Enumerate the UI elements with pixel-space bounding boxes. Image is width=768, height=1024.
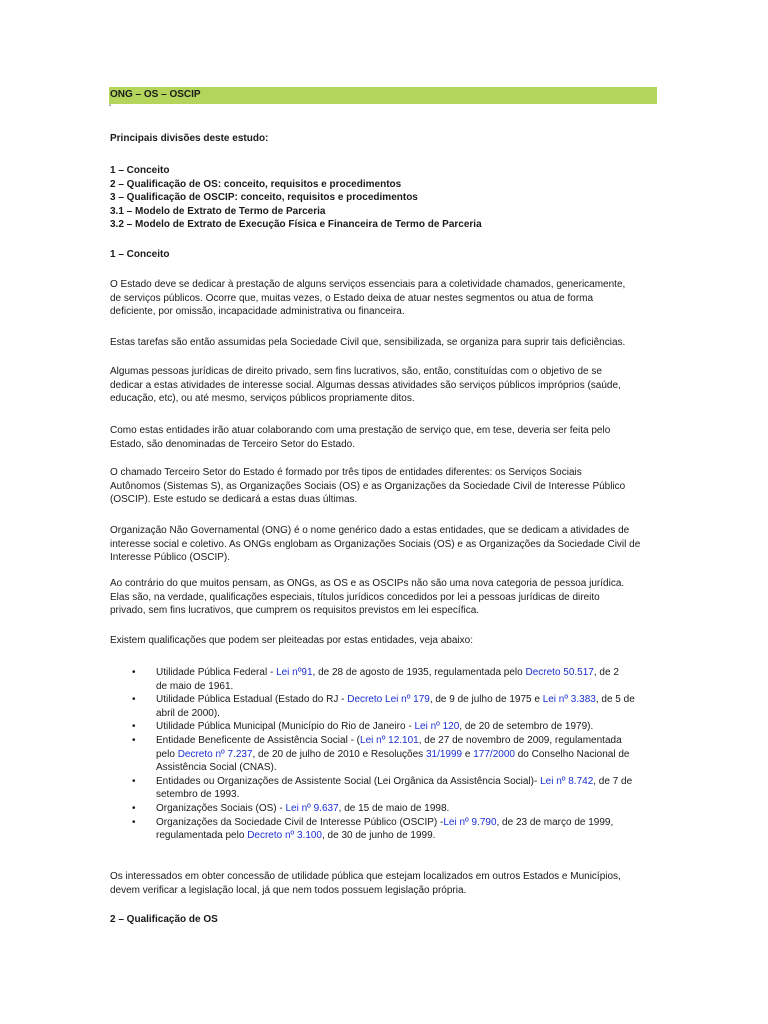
- qualification-item: [110, 666, 662, 693]
- paragraph-line: Autônomos (Sistemas S), as Organizações Sociais (OS) e as Organizações da Sociedade Civil de Interesse Público: [110, 480, 626, 492]
- qualification-text: e: [462, 748, 474, 760]
- bullet-icon: •: [132, 667, 136, 678]
- qualification-line: [156, 788, 662, 802]
- qualification-text: do Conselho Nacional de: [514, 748, 630, 760]
- qualification-line: [156, 802, 662, 816]
- paragraph-line: (OSCIP). Este estudo se dedicará a estas duas últimas.: [110, 494, 358, 506]
- toc-item: 2 – Qualificação de OS: conceito, requisitos e procedimentos: [110, 178, 402, 190]
- paragraph-line: Estado, são denominadas de Terceiro Setor do Estado.: [110, 438, 355, 450]
- qualification-line: [156, 829, 662, 843]
- qualification-line: [156, 720, 662, 734]
- qualification-line: [156, 680, 662, 694]
- paragraph-line: privado, sem fins lucrativos, que cumprem os requisitos previstos em lei específica.: [110, 605, 480, 617]
- law-link[interactable]: Lei nº91: [276, 667, 313, 678]
- paragraph: [110, 577, 662, 618]
- paragraph-line: Estas tarefas são então assumidas pela Sociedade Civil que, sensibilizada, se organiza para suprir tais deficiências.: [110, 337, 626, 348]
- qualification-text: , de 2: [593, 667, 619, 678]
- divisions-heading: Principais divisões deste estudo:: [110, 133, 269, 144]
- bullet-icon: •: [132, 802, 136, 814]
- qualification-item: [110, 775, 662, 802]
- toc-item: 1 – Conceito: [110, 165, 170, 176]
- bullet-icon: •: [132, 694, 136, 706]
- qualification-item: [110, 720, 662, 734]
- qualification-text: Entidades ou Organizações de Assistente Social (Lei Orgânica da Assistência Social)-: [156, 775, 541, 787]
- qualification-item: [110, 734, 662, 775]
- qualification-item: [110, 802, 662, 816]
- law-link[interactable]: Decreto nº 3.100: [247, 830, 322, 842]
- small-mark: ": [109, 105, 112, 111]
- paragraph-line: educação, etc), ou até mesmo, serviços públicos propriamente ditos.: [110, 393, 415, 405]
- paragraph-line: dedicar a estas atividades de interesse social. Algumas dessas atividades são serviços públicos impróprios (saúde,: [110, 379, 621, 391]
- law-link[interactable]: Lei nº 12.101: [360, 734, 419, 746]
- paragraph-line: O Estado deve se dedicar à prestação de alguns serviços essenciais para a coletividade chamados, genericamente,: [110, 279, 626, 290]
- qualification-text: Utilidade Pública Estadual (Estado do RJ -: [156, 694, 348, 706]
- qualification-text: , de 20 de setembro de 1979).: [459, 721, 594, 733]
- paragraph-line: Elas são, na verdade, qualificações especiais, títulos jurídicos concedidos por lei a pessoas jurídicas de direito: [110, 591, 600, 603]
- section-heading-conceito: 1 – Conceito: [110, 249, 170, 260]
- paragraph-line: Algumas pessoas jurídicas de direito privado, sem fins lucrativos, são, então, constituídas com o objetivo de se: [110, 366, 602, 377]
- qualification-text: Organizações Sociais (OS) -: [156, 802, 286, 814]
- bullet-icon: •: [132, 734, 136, 746]
- qualification-item: [110, 816, 662, 843]
- paragraph-line: Existem qualificações que podem ser pleiteadas por estas entidades, veja abaixo:: [110, 635, 473, 646]
- table-of-contents: [110, 164, 662, 232]
- qualification-text: Utilidade Pública Municipal (Município do Rio de Janeiro -: [156, 721, 415, 733]
- paragraph: [110, 278, 662, 319]
- law-link[interactable]: Decreto 50.517: [525, 667, 594, 678]
- qualification-text: Utilidade Pública Federal -: [156, 667, 277, 678]
- qualification-text: setembro de 1993.: [156, 789, 240, 801]
- qualification-text: de maio de 1961.: [156, 680, 234, 692]
- paragraph-line: interesse social e coletivo. As ONGs englobam as Organizações Sociais (OS) e as Organizações da Sociedade Civil de: [110, 538, 641, 550]
- paragraph: [110, 870, 662, 897]
- law-link[interactable]: Decreto nº 7.237: [177, 748, 253, 760]
- paragraph: [110, 466, 662, 507]
- bullet-icon: •: [132, 721, 136, 733]
- qualification-text: , de 15 de maio de 1998.: [338, 802, 450, 814]
- paragraph-line: Ao contrário do que muitos pensam, as ONGs, as OS e as OSCIPs não são uma nova categoria de pessoa jurídica.: [110, 578, 625, 589]
- paragraph: [110, 524, 662, 565]
- qualification-text: , de 9 de julho de 1975 e: [429, 694, 543, 706]
- toc-item: 3.1 – Modelo de Extrato de Termo de Parceria: [110, 205, 326, 217]
- qualification-text: regulamentada pelo: [156, 830, 248, 842]
- qualification-line: [156, 734, 662, 748]
- qualification-text: Assistência Social (CNAS).: [156, 762, 277, 774]
- qualification-line: [156, 748, 662, 762]
- law-link[interactable]: Lei nº 3.383: [542, 694, 596, 706]
- paragraph-line: O chamado Terceiro Setor do Estado é formado por três tipos de entidades diferentes: os Serviços Sociais: [110, 467, 582, 478]
- qualification-text: pelo: [156, 748, 178, 760]
- title-bar: [109, 87, 657, 104]
- qualification-text: , de 23 de março de 1999,: [496, 816, 614, 828]
- qualification-line: [156, 693, 662, 707]
- qualification-text: , de 20 de julho de 2010 e Resoluções: [252, 748, 426, 760]
- qualification-line: [156, 707, 662, 721]
- qualification-text: Organizações da Sociedade Civil de Interesse Público (OSCIP) -: [156, 816, 444, 828]
- paragraph-line: deficiente, por omissão, incapacidade administrativa ou financeira.: [110, 306, 405, 318]
- qualification-text: abril de 2000).: [156, 707, 220, 719]
- paragraph-line: devem verificar a legislação local, já que nem todos possuem legislação própria.: [110, 884, 467, 896]
- paragraph-line: Organização Não Governamental (ONG) é o nome genérico dado a estas entidades, que se dedicam a atividades de: [110, 525, 630, 536]
- paragraph-line: Interesse Público (OSCIP).: [110, 552, 231, 564]
- qualification-text: , de 30 de junho de 1999.: [322, 830, 436, 842]
- qualification-text: , de 7 de: [593, 775, 633, 787]
- paragraph-line: de serviços públicos. Ocorre que, muitas vezes, o Estado deixa de atuar nestes segmentos ou atua de forma: [110, 292, 594, 304]
- law-link[interactable]: Lei nº 8.742: [540, 775, 594, 787]
- paragraph: [110, 365, 662, 406]
- paragraph-line: Como estas entidades irão atuar colaborando com uma prestação de serviço que, em tese, deveria ser feita pelo: [110, 425, 611, 436]
- paragraph: [110, 634, 662, 648]
- law-link[interactable]: 31/1999: [425, 748, 463, 760]
- law-link[interactable]: Lei nº 9.637: [285, 802, 339, 814]
- qualification-text: , de 27 de novembro de 2009, regulamentada: [418, 734, 622, 746]
- paragraph: [110, 336, 662, 350]
- bullet-icon: •: [132, 816, 136, 828]
- law-link[interactable]: Lei nº 9.790: [443, 816, 497, 828]
- qualification-item: [110, 693, 662, 720]
- document-title: ONG – OS – OSCIP: [110, 89, 201, 100]
- law-link[interactable]: Lei nº 120: [414, 721, 460, 733]
- qualification-line: [156, 761, 662, 775]
- qualifications-list: [110, 666, 662, 843]
- bullet-icon: •: [132, 775, 136, 787]
- section-heading-qualificacao-os: 2 – Qualificação de OS: [110, 914, 218, 925]
- qualification-line: [156, 816, 662, 830]
- qualification-text: , de 28 de agosto de 1935, regulamentada pelo: [312, 667, 526, 678]
- paragraph-line: Os interessados em obter concessão de utilidade pública que estejam localizados em outros Estados e Municípios,: [110, 871, 621, 882]
- paragraph: [110, 424, 662, 451]
- qualification-line: [156, 775, 662, 789]
- toc-item: 3 – Qualificação de OSCIP: conceito, requisitos e procedimentos: [110, 192, 418, 204]
- law-link[interactable]: Decreto Lei nº 179: [347, 694, 430, 706]
- qualification-text: , de 5 de: [595, 694, 635, 706]
- qualification-line: [156, 666, 662, 680]
- qualification-text: Entidade Beneficente de Assistência Social - (: [156, 734, 361, 746]
- toc-item: 3.2 – Modelo de Extrato de Execução Física e Financeira de Termo de Parceria: [110, 219, 482, 231]
- law-link[interactable]: 177/2000: [473, 748, 515, 760]
